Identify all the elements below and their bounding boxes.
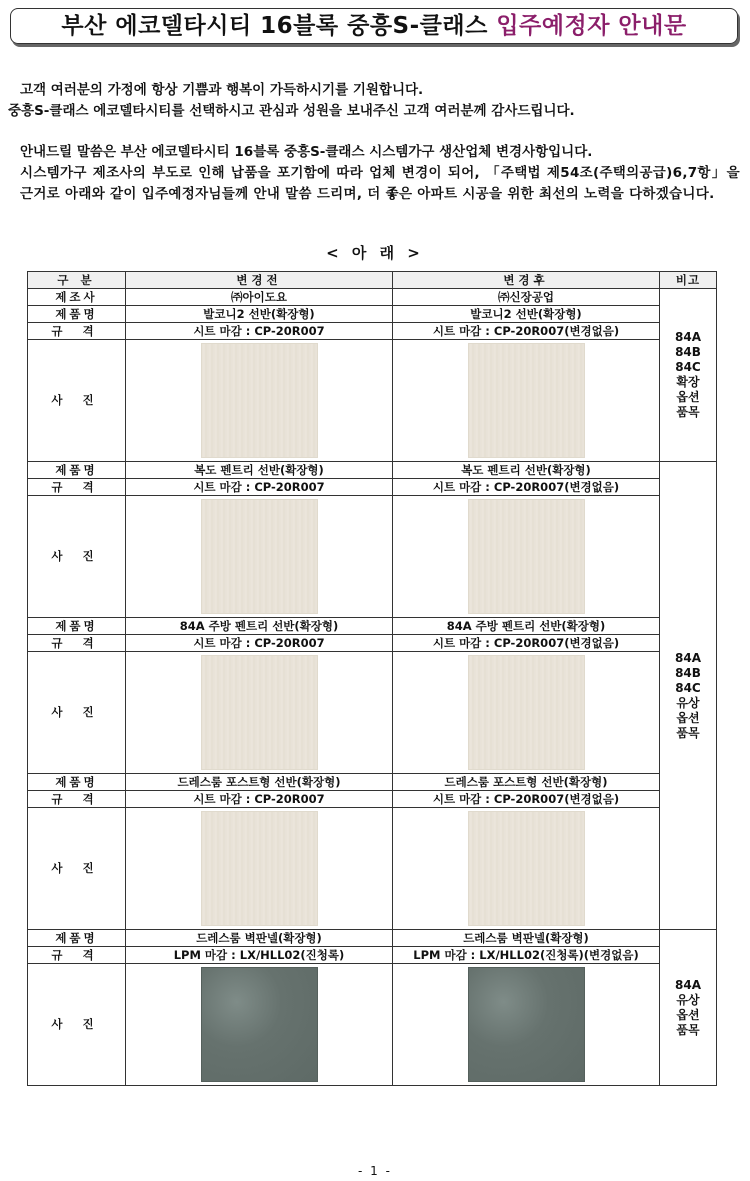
label-spec: 규 격: [28, 323, 126, 340]
label-spec: 규 격: [28, 791, 126, 808]
photo-after: [393, 652, 660, 774]
label-product: 제품명: [28, 930, 126, 947]
photo-after: [393, 340, 660, 462]
product-after: 드레스룸 벽판넬(확장형): [393, 930, 660, 947]
note-line: 84A: [675, 330, 701, 344]
label-spec: 규 격: [28, 635, 126, 652]
photo-after: [393, 496, 660, 618]
product-after: 드레스룸 포스트형 선반(확장형): [393, 774, 660, 791]
table-row: [28, 479, 717, 496]
table-row: [28, 340, 717, 462]
note-line: 품목: [676, 1022, 700, 1037]
header-category: 구 분: [28, 272, 126, 289]
notice-line-1: 안내드릴 말씀은 부산 에코델타시티 16블록 중흥S-클래스 시스템가구 생산업체 변경사항입니다.: [20, 144, 593, 160]
table-row: [28, 774, 717, 791]
label-maker: 제조사: [28, 289, 126, 306]
spec-after: 시트 마감 : CP-20R007(변경없음): [393, 479, 660, 496]
note-line: 유상: [676, 695, 700, 710]
table-row: [28, 964, 717, 1086]
spec-before: 시트 마감 : CP-20R007: [126, 323, 393, 340]
table-row: [28, 306, 717, 323]
product-before: 84A 주방 펜트리 선반(확장형): [126, 618, 393, 635]
spec-before: 시트 마감 : CP-20R007: [126, 635, 393, 652]
greeting-line-2: 중흥S-클래스 에코델타시티를 선택하시고 관심과 성원을 보내주신 고객 여러분께 감사드립니다.: [8, 103, 575, 119]
label-product: 제품명: [28, 618, 126, 635]
greeting-line-1: 고객 여러분의 가정에 항상 기쁨과 행복이 가득하시기를 기원합니다.: [20, 82, 424, 98]
note-line: 품목: [676, 725, 700, 740]
spec-after: LPM 마감 : LX/HLL02(진청록)(변경없음): [393, 947, 660, 964]
header-after: 변경후: [393, 272, 660, 289]
product-after: 발코니2 선반(확장형): [393, 306, 660, 323]
material-swatch-image: [468, 655, 585, 770]
notice-heading: < 아 래 >: [326, 244, 424, 262]
product-before: 복도 펜트리 선반(확장형): [126, 462, 393, 479]
photo-after: [393, 808, 660, 930]
notice-paragraph: [14, 142, 740, 205]
spec-before: 시트 마감 : CP-20R007: [126, 791, 393, 808]
label-product: 제품명: [28, 462, 126, 479]
material-swatch-image: [468, 967, 585, 1082]
label-spec: 규 격: [28, 479, 126, 496]
label-product: 제품명: [28, 306, 126, 323]
page-number: - 1 -: [358, 1164, 392, 1178]
notice-line-2: 시스템가구 제조사의 부도로 인해 납품을 포기함에 따라 업체 변경이 되어, 「주택법 제54조(주택의공급)6,7항」을 근거로 아래와 같이 입주예정자님들께 안내 말씀 드리며, 더 좋은 아파트 시공을 위한 최선의 노력을 다하겠습니다.: [20, 165, 740, 202]
note-line: 옵션: [676, 1007, 700, 1022]
spec-before: LPM 마감 : LX/HLL02(진청록): [126, 947, 393, 964]
spec-before: 시트 마감 : CP-20R007: [126, 479, 393, 496]
table-row: [28, 930, 717, 947]
photo-before: [126, 808, 393, 930]
label-photo: 사 진: [28, 808, 126, 930]
spec-after: 시트 마감 : CP-20R007(변경없음): [393, 791, 660, 808]
material-swatch-image: [201, 499, 318, 614]
maker-before: ㈜아이도요: [126, 289, 393, 306]
spec-after: 시트 마감 : CP-20R007(변경없음): [393, 635, 660, 652]
note-line: 84C: [675, 680, 701, 695]
table-row: [28, 462, 717, 479]
label-photo: 사 진: [28, 496, 126, 618]
change-table: [27, 271, 717, 1086]
material-swatch-image: [468, 499, 585, 614]
title-highlight: 입주예정자 안내문: [496, 13, 687, 39]
photo-before: [126, 964, 393, 1086]
table-row: [28, 652, 717, 774]
note-line: 확장: [676, 375, 700, 389]
table-header-row: [28, 272, 717, 289]
table-row: [28, 323, 717, 340]
header-before: 변경전: [126, 272, 393, 289]
table-row: [28, 947, 717, 964]
material-swatch-image: [201, 655, 318, 770]
note-line: 옵션: [676, 710, 700, 725]
material-swatch-image: [201, 967, 318, 1082]
title-main: 부산 에코델타시티 16블록 중흥S-클래스: [61, 13, 497, 39]
product-after: 84A 주방 펜트리 선반(확장형): [393, 618, 660, 635]
label-photo: 사 진: [28, 340, 126, 462]
material-swatch-image: [468, 343, 585, 458]
note-line: 84A: [675, 650, 701, 665]
note-line: 84A: [675, 977, 701, 992]
product-before: 발코니2 선반(확장형): [126, 306, 393, 323]
note-line: 84B: [675, 345, 701, 359]
note-line: 유상: [676, 992, 700, 1007]
photo-before: [126, 340, 393, 462]
product-before: 드레스룸 벽판넬(확장형): [126, 930, 393, 947]
product-after: 복도 펜트리 선반(확장형): [393, 462, 660, 479]
product-before: 드레스룸 포스트형 선반(확장형): [126, 774, 393, 791]
label-photo: 사 진: [28, 964, 126, 1086]
table-row: [28, 496, 717, 618]
photo-before: [126, 496, 393, 618]
label-product: 제품명: [28, 774, 126, 791]
table-row: [28, 791, 717, 808]
label-photo: 사 진: [28, 652, 126, 774]
label-spec: 규 격: [28, 947, 126, 964]
note-line: 품목: [676, 405, 700, 419]
note-cell-1: [660, 289, 717, 462]
material-swatch-image: [201, 343, 318, 458]
photo-after: [393, 964, 660, 1086]
spec-after: 시트 마감 : CP-20R007(변경없음): [393, 323, 660, 340]
note-cell-2: [660, 462, 717, 930]
note-line: 84C: [675, 360, 701, 374]
maker-after: ㈜신장공업: [393, 289, 660, 306]
document-title: [10, 8, 738, 44]
table-row: [28, 618, 717, 635]
table-row: [28, 635, 717, 652]
note-cell-3: [660, 930, 717, 1086]
greeting-paragraph: [8, 80, 740, 122]
material-swatch-image: [201, 811, 318, 926]
table-row: [28, 808, 717, 930]
table-row: [28, 289, 717, 306]
material-swatch-image: [468, 811, 585, 926]
header-note: 비고: [660, 272, 717, 289]
note-line: 84B: [675, 665, 701, 680]
photo-before: [126, 652, 393, 774]
note-line: 옵션: [676, 390, 700, 404]
